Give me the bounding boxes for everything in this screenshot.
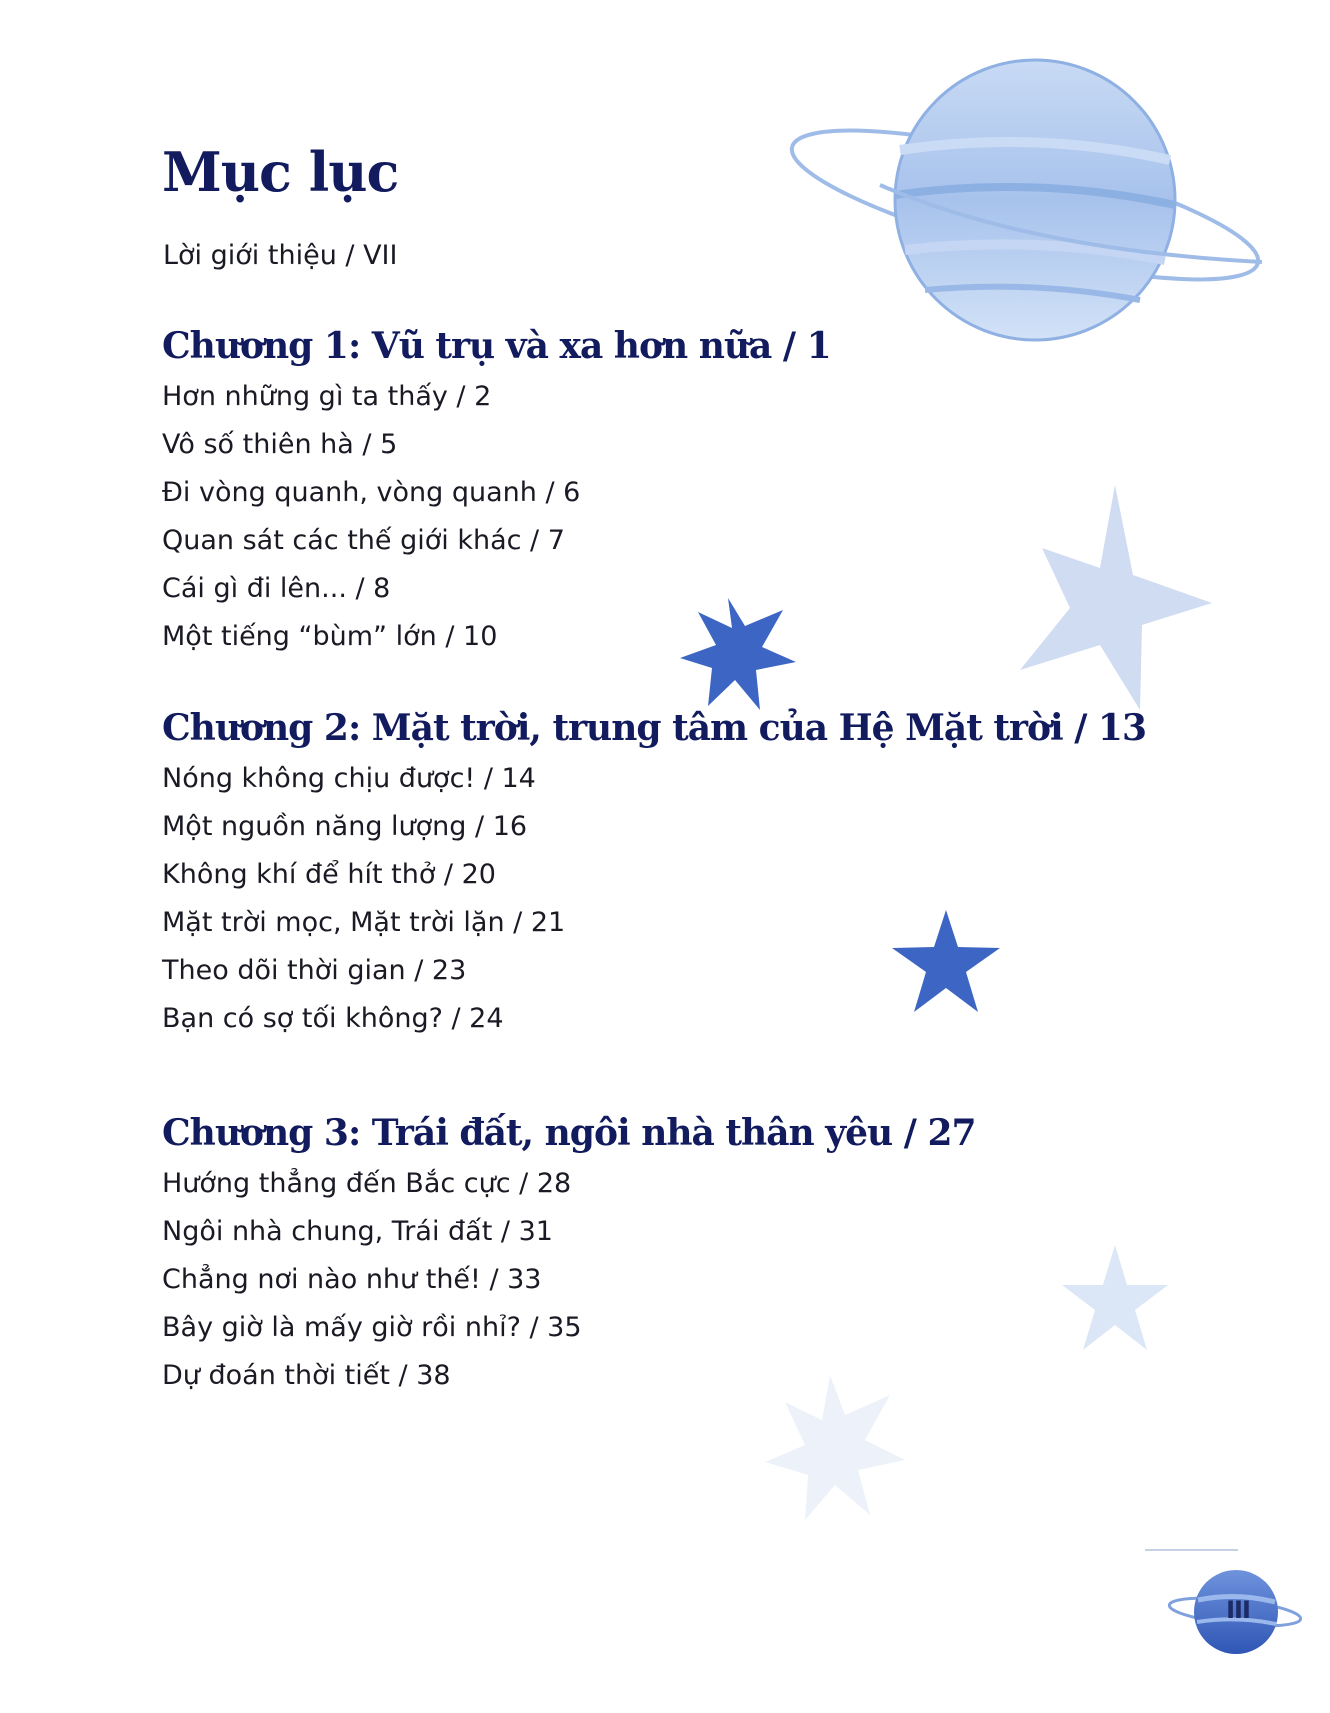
toc-entry: Dự đoán thời tiết / 38 (162, 1360, 451, 1391)
toc-entry: Bây giờ là mấy giờ rồi nhỉ? / 35 (162, 1312, 582, 1343)
toc-entry: Hơn những gì ta thấy / 2 (162, 381, 492, 412)
page-title: Mục lục (162, 140, 399, 204)
toc-entry: Cái gì đi lên... / 8 (162, 573, 391, 604)
toc-entry: Theo dõi thời gian / 23 (162, 955, 467, 986)
toc-entry: Một tiếng “bùm” lớn / 10 (162, 621, 498, 652)
toc-entry: Đi vòng quanh, vòng quanh / 6 (162, 477, 581, 508)
chapter-entries (162, 1160, 1162, 1400)
chapter-1 (162, 325, 1162, 661)
toc-entry: Mặt trời mọc, Mặt trời lặn / 21 (162, 907, 566, 938)
toc-entry: Một nguồn năng lượng / 16 (162, 811, 528, 842)
page-number: III (1226, 1596, 1250, 1624)
toc-entry: Nóng không chịu được! / 14 (162, 763, 536, 794)
toc-entry: Chẳng nơi nào như thế! / 33 (162, 1264, 542, 1295)
chapter-heading: Chương 3: Trái đất, ngôi nhà thân yêu / 27 (162, 1112, 976, 1154)
chapter-3 (162, 1112, 1162, 1400)
toc-entry: Vô số thiên hà / 5 (162, 429, 398, 460)
toc-entry: Bạn có sợ tối không? / 24 (162, 1003, 504, 1034)
chapter-entries (162, 373, 1162, 661)
chapter-2 (162, 707, 1162, 1043)
toc-entry: Không khí để hít thở / 20 (162, 859, 496, 890)
intro-entry: Lời giới thiệu / VII (163, 240, 398, 271)
toc-entry: Ngôi nhà chung, Trái đất / 31 (162, 1216, 553, 1247)
toc-entry: Quan sát các thế giới khác / 7 (162, 525, 565, 556)
chapter-entries (162, 755, 1162, 1043)
chapter-heading: Chương 1: Vũ trụ và xa hơn nữa / 1 (162, 325, 831, 367)
planet-icon (781, 60, 1270, 340)
chapter-heading: Chương 2: Mặt trời, trung tâm của Hệ Mặt trời / 13 (162, 707, 1147, 749)
toc-entry: Hướng thẳng đến Bắc cực / 28 (162, 1168, 572, 1199)
